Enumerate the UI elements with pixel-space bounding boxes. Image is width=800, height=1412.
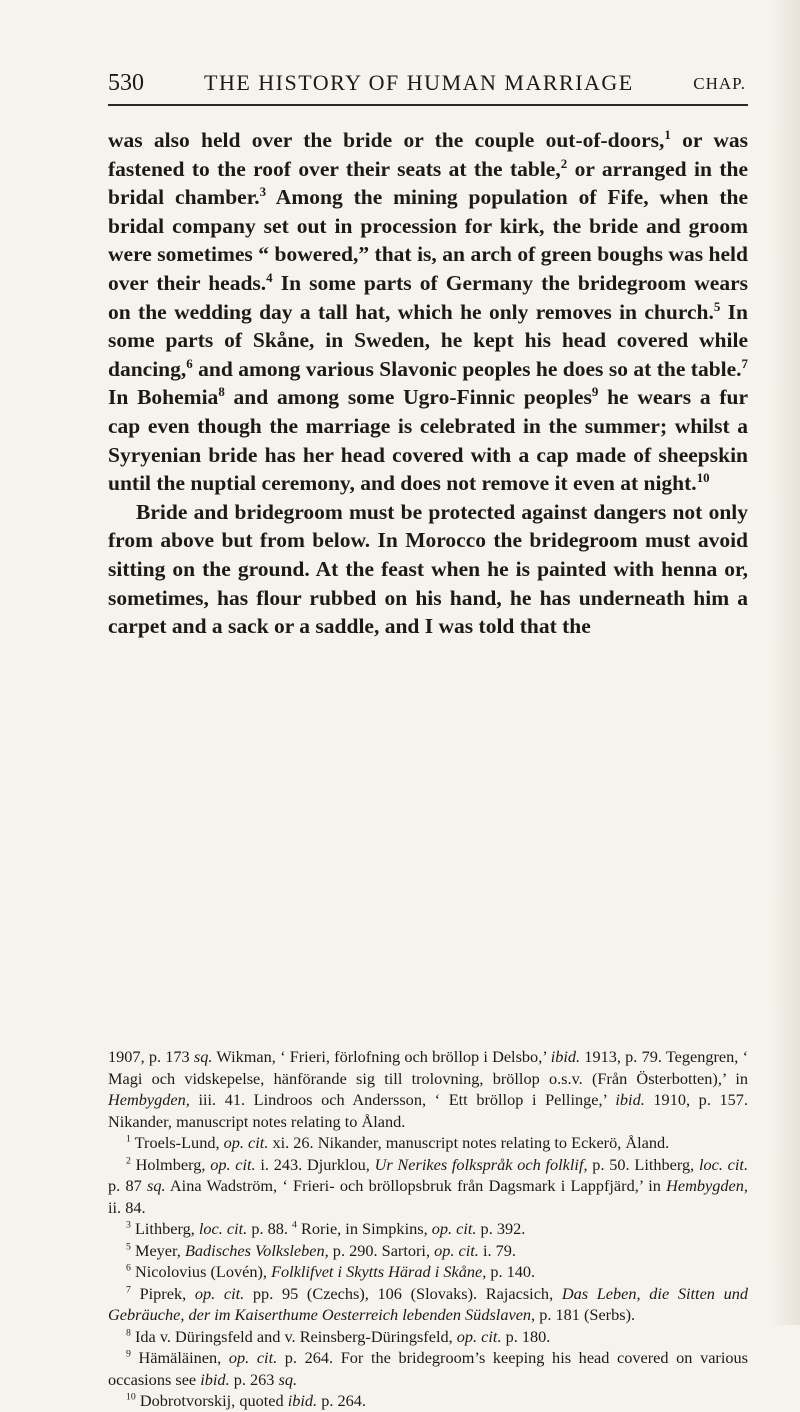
italic-run: loc. cit. [698,1154,749,1174]
footnote: 1907, p. 173 sq. Wikman, ‘ Frieri, förlofning och bröllop i Delsbo,’ ibid. 1913, p. 79. Tegengren, ‘ Magi och vidskepelse, hänförande sig till trolovning, bröllop o.s.v. (Från Österbotten),’ in Hembygden, iii. 41. Lindroos och Andersson, ‘ Ett bröllop i Pellinge,’ ibid. 1910, p. 157. Nikander, manuscript notes relating to Åland. [108,1047,749,1131]
running-title: THE HISTORY OF HUMAN MARRIAGE [204,70,634,95]
chapter-label: CHAP. [693,74,746,93]
note-reference: 4 [266,270,273,285]
footnote: $^8$ Ida v. Düringsfeld and v. Reinsberg-Düringsfeld, op. cit. p. 180. [126,1326,551,1346]
italic-run: ibid. [550,1047,581,1066]
note-reference: 9 [126,1348,131,1360]
note-reference: 6 [186,356,193,371]
footnotes [108,1046,748,1412]
italic-run: Ur Nerikes folkspråk och folklif, [374,1154,588,1174]
note-reference: 9 [591,385,599,400]
footnote: $^7$ Piprek, op. cit. pp. 95 (Czechs), 106 (Slovaks). Rajacsich, Das Leben, die Sitten und Gebräuche, der im Kaiserthume Oesterreich lebenden Südslaven, p. 181 (Serbs). [108,1283,749,1324]
italic-run: loc. cit. [198,1219,248,1238]
italic-run: sq. [147,1176,166,1195]
italic-run: sq. [278,1369,298,1389]
italic-run: ibid. [200,1369,230,1389]
page-edge-shadow [770,0,800,1325]
note-reference: 1 [664,127,671,142]
note-reference: 10 [696,470,710,485]
italic-run: op. cit. [456,1326,502,1346]
note-reference: 1 [126,1133,131,1145]
note-reference: 8 [218,385,225,400]
footnote: $^9$ Hämäläinen, op. cit. p. 264. For the bridegroom’s keeping his head covered on various occasions see ibid. p. 263 sq. [108,1348,748,1389]
italic-run: op. cit. [431,1219,477,1238]
italic-run: op. cit. [194,1283,245,1303]
footnote: $^1$ Troels-Lund, op. cit. xi. 26. Nikander, manuscript notes relating to Eckerö, Åland. [126,1133,670,1152]
italic-run: Folklifvet i Skytts Härad i Skåne, [271,1262,487,1281]
italic-run: op. cit. [210,1154,256,1174]
note-reference: 2 [560,156,568,171]
body-paragraph: Bride and bridegroom must be protected against dangers not only from above but from below. In Morocco the bridegroom must avoid sitting on the ground. At the feast when he is painted with henna or, sometimes, has flour rubbed on his hand, he has underneath him a carpet and a sack or a saddle, and I was told that the [108,499,748,639]
italic-run: op. cit. [228,1348,278,1367]
note-reference: 7 [741,356,748,371]
footnote: $^6$ Nicolovius (Lovén), Folklifvet i Skytts Härad i Skåne, p. 140. [126,1262,536,1281]
main-text [108,126,748,641]
note-reference: 3 [126,1219,131,1231]
italic-run: ibid. [615,1090,645,1109]
italic-run: op. cit. [223,1133,269,1152]
italic-run: Badisches Volksleben, [184,1240,329,1260]
page-header [108,62,748,102]
note-reference: 5 [126,1241,131,1253]
footnote: $^2$ Holmberg, op. cit. i. 243. Djurklou, Ur Nerikes folkspråk och folklif, p. 50. Lithberg, loc. cit. p. 87 sq. Aina Wadström, ‘ Frieri- och bröllopsbruk från Dagsmark i Lappfjärd,’ in Hembygden, ii. 84. [108,1154,749,1217]
body-paragraph: was also held over the bride or the couple out-of-doors,$^1$ or was fastened to the roof over their seats at the table,$^2$ or arranged in the bridal chamber.$^3$ Among the mining population of Fife, when the bridal company set out in procession for kirk, the bride and groom were sometimes “ bowered,” that is, an arch of green boughs was held over their heads.$^4$ In some parts of Germany the bridegroom wears on the wedding day a tall hat, which he only removes in church.$^5$ In some parts of Skåne, in Sweden, he kept his head covered while dancing,$^6$ and among various Slavonic peoples he does so at the table.$^7$ In Bohemia$^8$ and among some Ugro-Finnic peoples$^9$ he wears a fur cap even though the marriage is celebrated in the summer; whilst a Syryenian bride has her head covered with a cap made of sheepskin until the nuptial ceremony, and does not remove it even at night.$^{10}$ [108,127,749,496]
italic-run: op. cit. [434,1240,479,1260]
page-number: 530 [108,70,144,96]
italic-run: Hembygden, [666,1176,748,1195]
note-reference: 7 [126,1284,131,1296]
note-reference: 5 [713,299,721,314]
note-reference: 6 [126,1262,131,1274]
footnote: $^5$ Meyer, Badisches Volksleben, p. 290. Sartori, op. cit. i. 79. [126,1240,516,1260]
note-reference: 8 [126,1327,131,1339]
italic-run: ibid. [287,1391,318,1410]
footnote: $^{10}$ Dobrotvorskij, quoted ibid. p. 264. [126,1391,366,1410]
italic-run: sq. [193,1047,213,1066]
note-reference: 4 [292,1219,297,1231]
note-reference: 3 [259,185,267,200]
footnote: $^3$ Lithberg, loc. cit. p. 88. $^4$ Rorie, in Simpkins, op. cit. p. 392. [126,1219,526,1238]
italic-run: Das Leben, die Sitten und Gebräuche, der im Kaiserthume Oesterreich lebenden Südslaven, [108,1283,749,1324]
header-rule [108,104,748,106]
note-reference: 10 [126,1391,136,1403]
note-reference: 2 [126,1155,131,1167]
italic-run: Hembygden, [108,1090,190,1109]
